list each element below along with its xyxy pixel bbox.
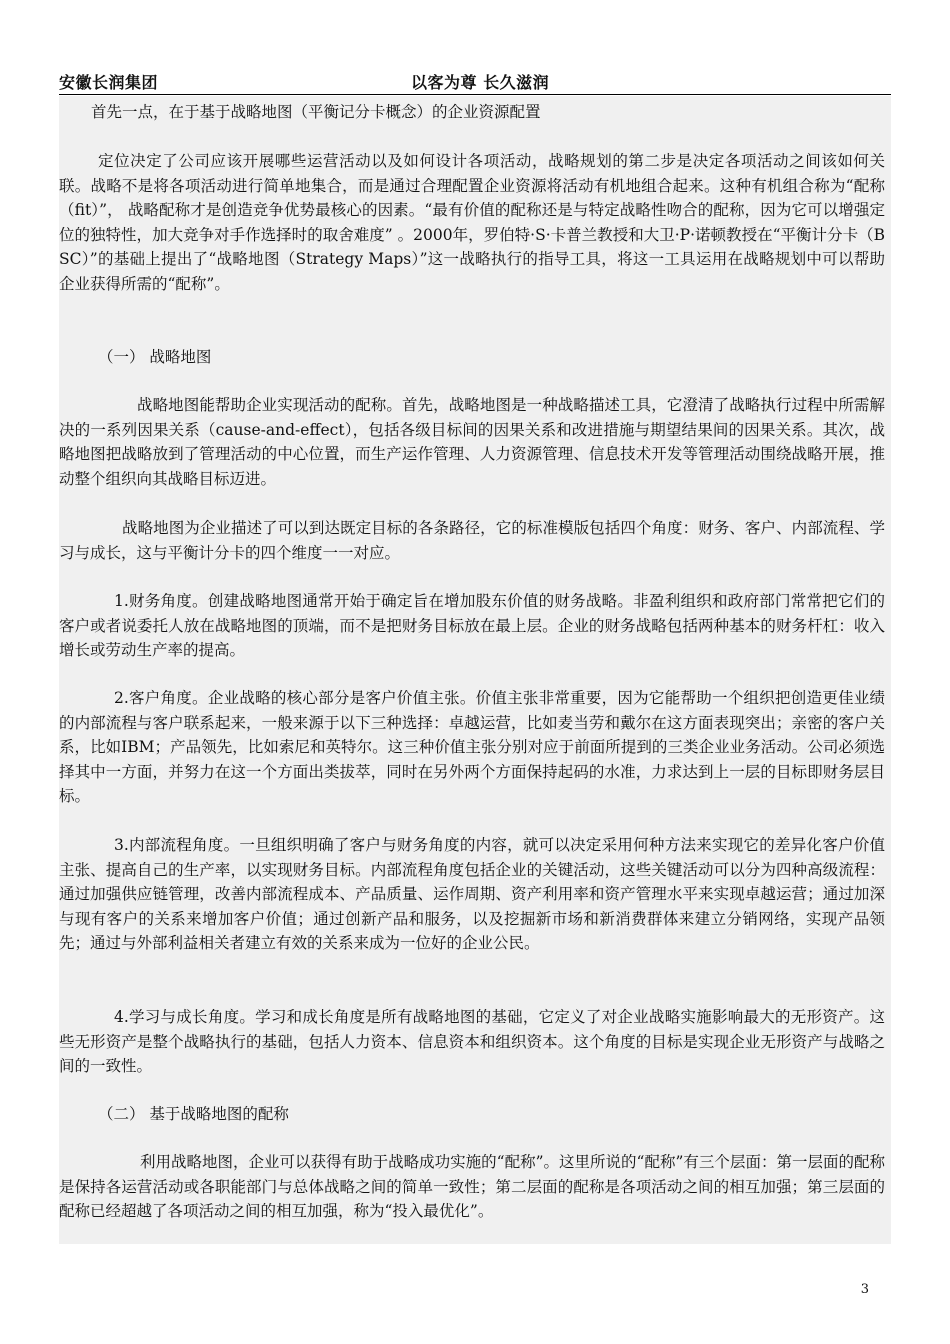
learning-growth-paragraph: 4.学习与成长角度。学习和成长角度是所有战略地图的基础，它定义了对企业战略实施影响最大的无形资产。这些无形资产是整个战略执行的基础，包括人力资本、信息资本和组织资本。这个角度的目标是实现企业无形资产与战略之间的一致性。	[59, 1008, 885, 1075]
section-heading-strategy-map: （一） 战略地图	[98, 348, 212, 366]
company-name: 安徽长润集团	[59, 73, 159, 92]
customer-perspective-paragraph: 2.客户角度。企业战略的核心部分是客户价值主张。价值主张非常重要，因为它能帮助一个组织把创造更佳业绩的内部流程与客户联系起来，一般来源于以下三种选择：卓越运营，比如麦当劳和戴尔在这方面表现突出；亲密的客户关系，比如IBM；产品领先，比如索尼和英特尔。这三种价值主张分别对应于前面所提到的三类企业业务活动。公司必须选择其中一方面，并努力在这一个方面出类拔萃，同时在另外两个方面保持起码的水准，力求达到上一层的目标即财务层目标。	[59, 689, 885, 805]
section-heading-fit: （二） 基于战略地图的配称	[98, 1105, 289, 1123]
internal-process-paragraph: 3.内部流程角度。一旦组织明确了客户与财务角度的内容，就可以决定采用何种方法来实现它的差异化客户价值主张、提高自己的生产率，以实现财务目标。内部流程角度包括企业的关键活动，这些关键活动可以分为四种高级流程：通过加强供应链管理，改善内部流程成本、产品质量、运作周期、资产利用率和资产管理水平来实现卓越运营；通过加深与现有客户的关系来增加客户价值；通过创新产品和服务，以及挖掘新市场和新消费群体来建立分销网络，实现产品领先；通过与外部利益相关者建立有效的关系来成为一位好的企业公民。	[59, 836, 885, 952]
positioning-paragraph: 定位决定了公司应该开展哪些运营活动以及如何设计各项活动，战略规划的第二步是决定各项活动之间该如何关联。战略不是将各项活动进行简单地集合，而是通过合理配置企业资源将活动有机地组合起来。这种有机组合称为“配称（fit）”， 战略配称才是创造竞争优势最核心的因素。“最有价值的配称还是与特定战略性吻合的配称，因为它可以增强定位的独特性，加大竞争对手作选择时的取舍难度” 。2000年，罗伯特·S·卡普兰教授和大卫·P·诺顿教授在“平衡计分卡（BSC）”的基础上提出了“战略地图（Strategy Maps）”这一战略执行的指导工具，将这一工具运用在战略规划中可以帮助企业获得所需的“配称”。	[59, 152, 885, 293]
strategy-map-paragraph: 战略地图能帮助企业实现活动的配称。首先，战略地图是一种战略描述工具，它澄清了战略执行过程中所需解决的一系列因果关系（cause-and-effect），包括各级目标间的因果关系和改进措施与期望结果间的因果关系。其次，战略地图把战略放到了管理活动的中心位置，而生产运作管理、人力资源管理、信息技术开发等管理活动围绕战略开展，推动整个组织向其战略目标迈进。	[59, 396, 885, 488]
fit-paragraph: 利用战略地图，企业可以获得有助于战略成功实施的“配称”。这里所说的“配称”有三个层面：第一层面的配称是保持各运营活动或各职能部门与总体战略之间的简单一致性；第二层面的配称是各项活动之间的相互加强；第三层面的配称已经超越了各项活动之间的相互加强，称为“投入最优化”。	[59, 1153, 885, 1220]
page-header	[59, 68, 891, 95]
intro-line: 首先一点，在于基于战略地图（平衡记分卡概念）的企业资源配置	[91, 103, 541, 121]
page-number: 3	[860, 1282, 869, 1297]
document-body	[59, 96, 891, 1244]
company-slogan: 以客为尊 长久滋润	[411, 73, 550, 92]
financial-perspective-paragraph: 1.财务角度。创建战略地图通常开始于确定旨在增加股东价值的财务战略。非盈利组织和政府部门常常把它们的客户或者说委托人放在战略地图的顶端，而不是把财务目标放在最上层。企业的财务战略包括两种基本的财务杆杠：收入增长或劳动生产率的提高。	[59, 592, 885, 659]
paths-paragraph: 战略地图为企业描述了可以到达既定目标的各条路径，它的标准模版包括四个角度：财务、客户、内部流程、学习与成长，这与平衡计分卡的四个维度一一对应。	[59, 519, 885, 562]
